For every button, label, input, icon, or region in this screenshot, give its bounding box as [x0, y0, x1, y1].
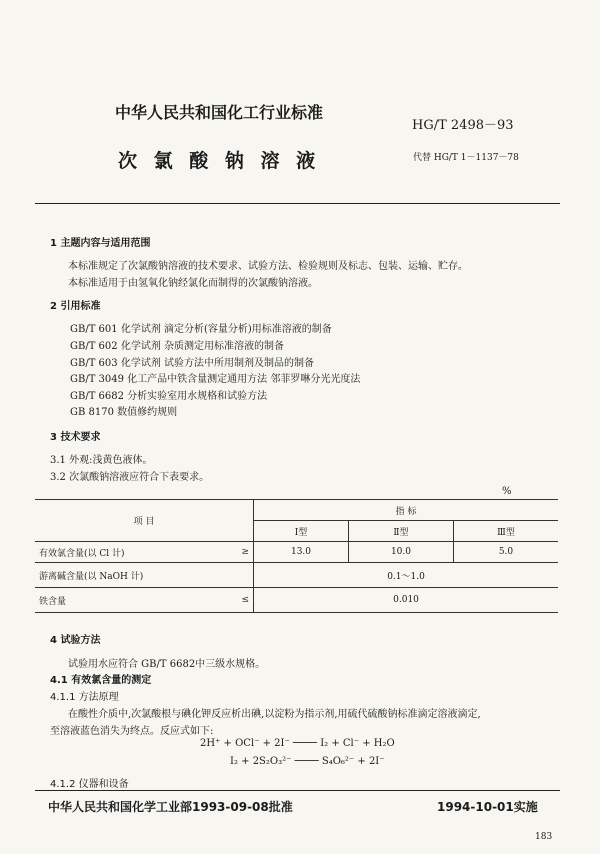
replaces-note: 代替 HG/T 1－1137－78	[413, 153, 519, 163]
reference-item: GB/T 3049 化工产品中铁含量测定通用方法 邻菲罗啉分光光度法	[70, 374, 361, 385]
section-4-heading: 4 试验方法	[50, 635, 101, 646]
table-cell: 0.1～1.0	[254, 563, 558, 588]
reference-item: GB/T 603 化学试剂 试验方法中所用制剂及制品的制备	[70, 358, 314, 369]
table-cell: 0.010	[254, 588, 558, 613]
table-type-3: Ⅲ型	[453, 521, 558, 542]
table-row-op: ≤	[205, 588, 254, 613]
section-3-heading: 3 技术要求	[50, 432, 101, 443]
reaction-equation-2: I₂ + 2S₂O₃²⁻ ──── S₄O₆²⁻ + 2I⁻	[230, 756, 385, 767]
table-row-name: 游离碱含量(以 NaOH 计)	[35, 563, 205, 588]
org-title: 中华人民共和国化工行业标准	[115, 103, 324, 122]
doc-title: 次 氯 酸 钠 溶 液	[118, 150, 321, 172]
table-row-op	[205, 563, 254, 588]
table-row-name: 有效氯含量(以 Cl 计)	[35, 542, 205, 563]
table-header-item: 项 目	[35, 500, 254, 542]
section-3-item-1: 3.1 外观:浅黄色液体。	[50, 455, 153, 466]
footer-rule	[35, 790, 560, 791]
spec-table	[35, 499, 558, 613]
reaction-equation-1: 2H⁺ + OCl⁻ + 2I⁻ ──── I₂ + Cl⁻ + H₂O	[200, 738, 395, 749]
section-1-para-1: 本标准规定了次氯酸钠溶液的技术要求、试验方法、检验规则及标志、包装、运输、贮存。	[68, 261, 468, 272]
table-type-2: Ⅱ型	[348, 521, 453, 542]
subsection-4-1-1-heading: 4.1.1 方法原理	[50, 692, 119, 703]
section-4-para-2: 在酸性介质中,次氯酸根与碘化钾反应析出碘,以淀粉为指示剂,用硫代硫酸钠标准滴定溶液滴定,	[68, 709, 481, 720]
subsection-4-1-2-heading: 4.1.2 仪器和设备	[50, 779, 129, 790]
reference-item: GB 8170 数值修约规则	[70, 407, 178, 418]
table-cell: 5.0	[453, 542, 558, 563]
page-number: 183	[535, 832, 553, 842]
section-1-heading: 1 主题内容与适用范围	[50, 238, 151, 249]
table-unit: %	[502, 486, 512, 497]
section-1-para-2: 本标准适用于由氢氧化钠经氯化而制得的次氯酸钠溶液。	[68, 278, 318, 289]
table-row-name: 铁含量	[35, 588, 205, 613]
table-header-index: 指 标	[254, 500, 558, 521]
section-4-para-1: 试验用水应符合 GB/T 6682中三级水规格。	[68, 659, 266, 670]
approval-text: 中华人民共和国化学工业部1993-09-08批准	[48, 800, 293, 814]
standard-code: HG/T 2498－93	[412, 118, 514, 133]
header-rule	[35, 203, 560, 204]
section-3-item-2: 3.2 次氯酸钠溶液应符合下表要求。	[50, 472, 210, 483]
implementation-date: 1994-10-01实施	[437, 800, 538, 814]
section-4-para-3: 至溶液蓝色消失为终点。反应式如下:	[50, 726, 214, 737]
section-2-heading: 2 引用标准	[50, 301, 101, 312]
table-type-1: Ⅰ型	[254, 521, 349, 542]
table-cell: 10.0	[348, 542, 453, 563]
reference-item: GB/T 6682 分析实验室用水规格和试验方法	[70, 391, 268, 402]
table-row-op: ≥	[205, 542, 254, 563]
subsection-4-1-heading: 4.1 有效氯含量的测定	[50, 675, 152, 686]
table-cell: 13.0	[254, 542, 349, 563]
reference-item: GB/T 601 化学试剂 滴定分析(容量分析)用标准溶液的制备	[70, 324, 332, 335]
reference-item: GB/T 602 化学试剂 杂质测定用标准溶液的制备	[70, 341, 284, 352]
